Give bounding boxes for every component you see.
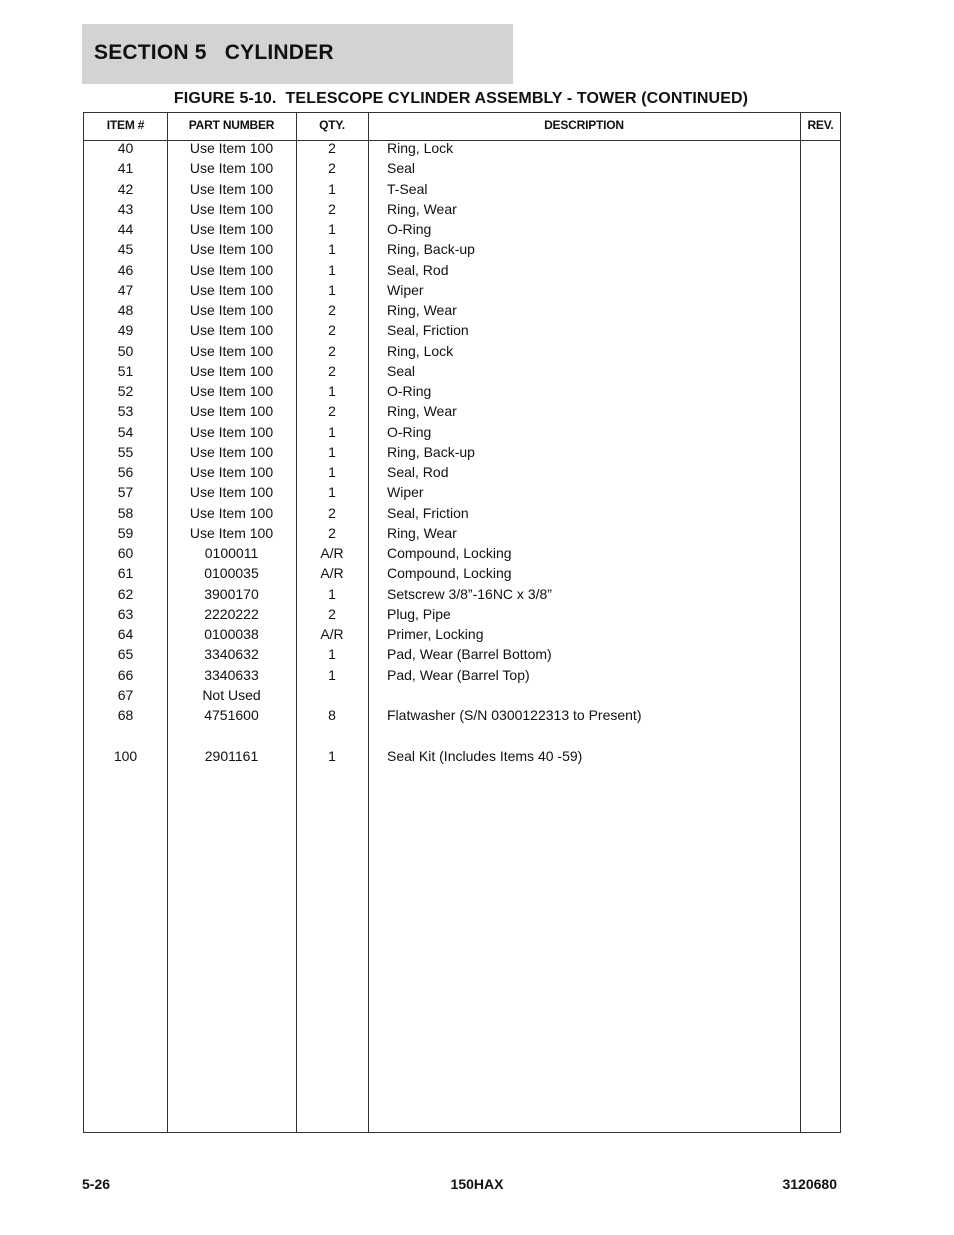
table-row: [84, 141, 840, 161]
description: Seal: [387, 160, 416, 177]
part-number: 2901161: [204, 747, 259, 764]
item-number: 48: [117, 302, 134, 318]
part-number: 2220222: [204, 605, 259, 622]
description: Compound, Locking: [387, 545, 512, 561]
table-row: [84, 465, 840, 485]
item-number: 63: [117, 605, 134, 622]
description: Seal, Rod: [387, 464, 449, 480]
quantity: 1: [328, 221, 336, 237]
description: Ring, Wear: [387, 302, 457, 318]
parts-table: [83, 112, 841, 1133]
table-row: [84, 607, 840, 627]
table-row: [84, 202, 840, 222]
part-number: Use Item 100: [189, 261, 274, 278]
description: Pad, Wear (Barrel Top): [387, 666, 530, 683]
quantity: 1: [328, 464, 336, 480]
quantity: 1: [328, 281, 336, 298]
page-number: 5-26: [82, 1176, 111, 1192]
table-row: [84, 161, 840, 181]
quantity: 2: [328, 200, 336, 217]
part-number: 0100011: [204, 545, 259, 561]
quantity: 2: [328, 302, 336, 318]
quantity: 2: [328, 322, 336, 339]
part-number: 3340633: [204, 666, 259, 683]
description: Flatwasher (S/N 0300122313 to Present): [387, 707, 642, 723]
item-number: 68: [117, 707, 134, 723]
item-number: 56: [117, 464, 134, 480]
item-number: 44: [117, 221, 134, 237]
quantity: A/R: [320, 565, 344, 582]
part-number: Use Item 100: [189, 140, 274, 156]
part-number: 3900170: [204, 585, 259, 602]
quantity: 2: [328, 342, 336, 359]
quantity: 1: [328, 747, 336, 764]
part-number: Not Used: [202, 686, 261, 703]
quantity: A/R: [320, 626, 344, 642]
quantity: 2: [328, 605, 336, 622]
description: Seal, Friction: [387, 504, 469, 521]
table-row: [84, 242, 840, 262]
quantity: 2: [328, 403, 336, 420]
header-qty: QTY.: [319, 118, 345, 132]
part-number: Use Item 100: [189, 464, 274, 480]
item-number: 46: [117, 261, 134, 278]
table-row: [84, 344, 840, 364]
item-number: 51: [117, 362, 134, 379]
table-row: [84, 728, 840, 748]
part-number: Use Item 100: [189, 383, 274, 399]
table-row: [84, 364, 840, 384]
description: O-Ring: [387, 221, 432, 237]
description: Ring, Wear: [387, 524, 457, 541]
description: Ring, Back-up: [387, 443, 475, 460]
item-number: 40: [117, 140, 134, 156]
description: O-Ring: [387, 383, 432, 399]
table-row: [84, 627, 840, 647]
table-row: [84, 668, 840, 688]
part-number: Use Item 100: [189, 200, 274, 217]
table-row: [84, 445, 840, 465]
quantity: 1: [328, 443, 336, 460]
quantity: 1: [328, 585, 336, 602]
table-row: [84, 566, 840, 586]
part-number: Use Item 100: [189, 484, 274, 501]
description: Compound, Locking: [387, 565, 512, 582]
quantity: 2: [328, 140, 336, 156]
table-row: [84, 404, 840, 424]
part-number: 0100035: [204, 565, 259, 582]
part-number: Use Item 100: [189, 302, 274, 318]
quantity: 1: [328, 646, 336, 663]
item-number: 100: [113, 747, 138, 764]
table-row: [84, 546, 840, 566]
table-row: [84, 506, 840, 526]
table-row: [84, 263, 840, 283]
part-number: Use Item 100: [189, 524, 274, 541]
item-number: 47: [117, 281, 134, 298]
description: Ring, Lock: [387, 342, 454, 359]
item-number: 60: [117, 545, 134, 561]
description: Plug, Pipe: [387, 605, 451, 622]
description: Seal, Rod: [387, 261, 449, 278]
part-number: 0100038: [204, 626, 259, 642]
description: Ring, Lock: [387, 140, 454, 156]
table-row: [84, 222, 840, 242]
quantity: 1: [328, 423, 336, 440]
header-rev: REV.: [807, 118, 834, 132]
quantity: 2: [328, 160, 336, 177]
header-part-number: PART NUMBER: [188, 118, 275, 132]
table-row: [84, 485, 840, 505]
item-number: 53: [117, 403, 134, 420]
table-row: [84, 587, 840, 607]
description: Primer, Locking: [387, 626, 484, 642]
part-number: Use Item 100: [189, 281, 274, 298]
description: Seal, Friction: [387, 322, 469, 339]
item-number: 41: [117, 160, 134, 177]
item-number: 49: [117, 322, 134, 339]
item-number: 64: [117, 626, 134, 642]
quantity: 1: [328, 383, 336, 399]
item-number: 42: [117, 180, 134, 197]
table-row: [84, 425, 840, 445]
part-number: Use Item 100: [189, 443, 274, 460]
part-number: Use Item 100: [189, 342, 274, 359]
quantity: 2: [328, 362, 336, 379]
description: Ring, Back-up: [387, 241, 475, 258]
table-row: [84, 708, 840, 728]
description: Wiper: [387, 484, 424, 501]
part-number: 4751600: [204, 707, 259, 723]
table-row: [84, 182, 840, 202]
part-number: 3340632: [204, 646, 259, 663]
description: O-Ring: [387, 423, 432, 440]
item-number: 52: [117, 383, 134, 399]
model-name: 150HAX: [450, 1176, 504, 1192]
item-number: 50: [117, 342, 134, 359]
description: Wiper: [387, 281, 424, 298]
table-row: [84, 749, 840, 769]
part-number: Use Item 100: [189, 241, 274, 258]
table-row: [84, 384, 840, 404]
item-number: 62: [117, 585, 134, 602]
table-row: [84, 303, 840, 323]
table-body: [84, 141, 840, 769]
quantity: 1: [328, 261, 336, 278]
description: Setscrew 3/8”-16NC x 3/8”: [387, 585, 552, 602]
item-number: 59: [117, 524, 134, 541]
quantity: 1: [328, 484, 336, 501]
item-number: 43: [117, 200, 134, 217]
part-number: Use Item 100: [189, 362, 274, 379]
item-number: 58: [117, 504, 134, 521]
table-row: [84, 526, 840, 546]
table-header: [84, 113, 840, 141]
quantity: 1: [328, 241, 336, 258]
item-number: 67: [117, 686, 134, 703]
item-number: 54: [117, 423, 134, 440]
description: Ring, Wear: [387, 403, 457, 420]
table-row: [84, 323, 840, 343]
description: Pad, Wear (Barrel Bottom): [387, 646, 552, 663]
item-number: 57: [117, 484, 134, 501]
description: Seal Kit (Includes Items 40 -59): [387, 747, 583, 764]
description: Seal: [387, 362, 416, 379]
header-item: ITEM #: [106, 118, 145, 132]
table-row: [84, 283, 840, 303]
table-row: [84, 688, 840, 708]
description: Ring, Wear: [387, 200, 457, 217]
quantity: 2: [328, 524, 336, 541]
table-row: [84, 647, 840, 667]
part-number: Use Item 100: [189, 403, 274, 420]
part-number: Use Item 100: [189, 221, 274, 237]
part-number: Use Item 100: [189, 322, 274, 339]
document-number: 3120680: [782, 1176, 837, 1192]
part-number: Use Item 100: [189, 160, 274, 177]
quantity: 2: [328, 504, 336, 521]
item-number: 66: [117, 666, 134, 683]
quantity: 1: [328, 180, 336, 197]
figure-title: FIGURE 5-10. TELESCOPE CYLINDER ASSEMBLY - TOWER (CONTINUED): [173, 90, 749, 107]
part-number: Use Item 100: [189, 504, 274, 521]
section-title: SECTION 5 CYLINDER: [94, 41, 334, 64]
description: T-Seal: [387, 180, 428, 197]
header-description: DESCRIPTION: [544, 118, 624, 132]
quantity: 8: [328, 707, 336, 723]
item-number: 55: [117, 443, 134, 460]
part-number: Use Item 100: [189, 180, 274, 197]
quantity: 1: [328, 666, 336, 683]
section-banner: [82, 24, 513, 84]
quantity: A/R: [320, 545, 344, 561]
item-number: 65: [117, 646, 134, 663]
part-number: Use Item 100: [189, 423, 274, 440]
item-number: 61: [117, 565, 134, 582]
item-number: 45: [117, 241, 134, 258]
